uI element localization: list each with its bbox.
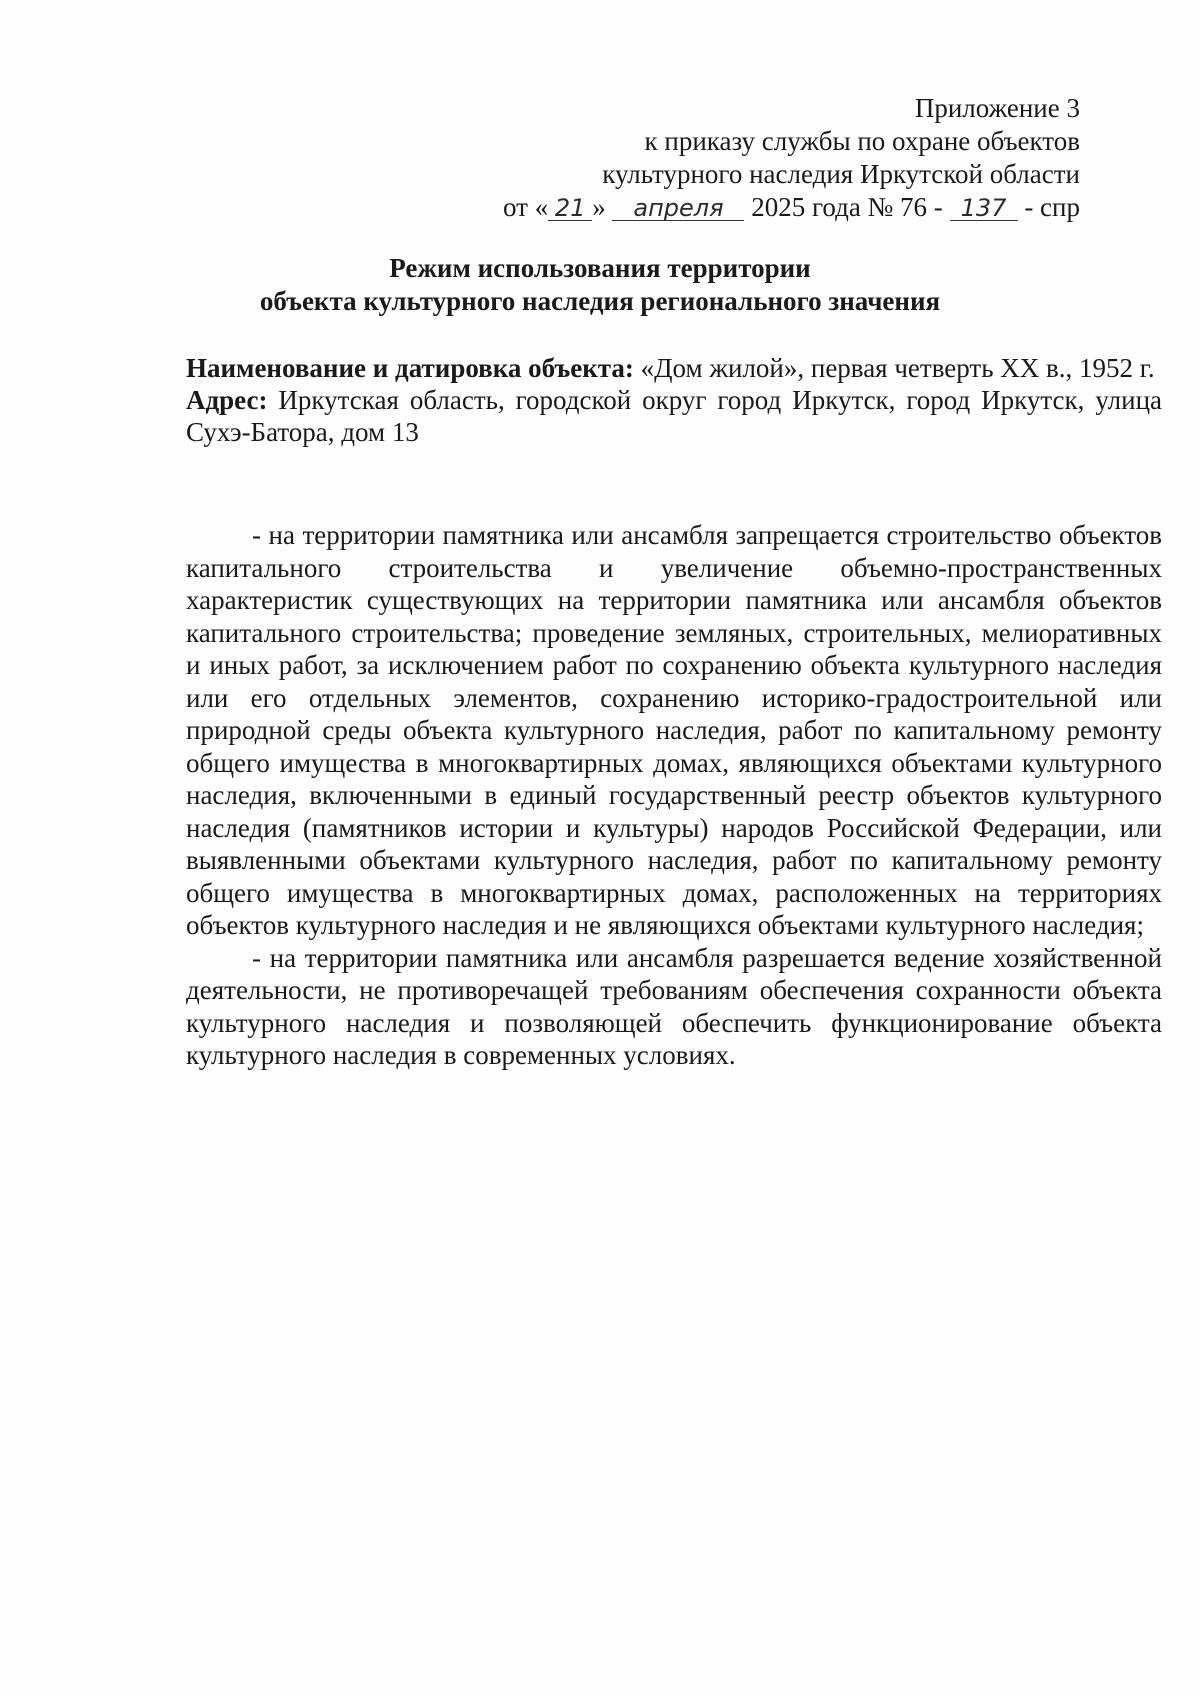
rule-permitted: - на территории памятника или ансамбля разрешается ведение хозяйственной деятельности, не противоречащей требованиям обеспечения сохранности объекта культурного наследия и позволяющей обеспечить функционирование объекта культурного наследия в современных условиях. [186, 942, 1162, 1070]
object-address-label: Адрес: [186, 385, 268, 415]
order-suffix: - спр [1024, 192, 1080, 222]
rule-prohibited: - на территории памятника или ансамбля запрещается строительство объектов капитального строительства и увеличение объемно-пространственных характеристик существующих на территории памятника или ансамбля объектов капитального строительства; проведение земляных, строительных, мелиоративных и иных работ, за исключением работ по сохранению объекта культурного наследия или его отдельных элементов, сохранению историко-градостроительной или природной среды объекта культурного наследия, работ по капитальному ремонту общего имущества в многоквартирных домах, являющихся объектами культурного наследия, включенными в единый государственный реестр объектов культурного наследия (памятников истории и культуры) народов Российской Федерации, или выявленными объектами культурного наследия, работ по капитальному ремонту общего имущества в многоквартирных домах, расположенных на территориях объектов культурного наследия и не являющихся объектами культурного наследия; [186, 520, 1162, 940]
handwritten-day: 21 [548, 196, 592, 221]
date-prefix: от « [503, 192, 549, 222]
appendix-authority: культурного наследия Иркутской области [602, 159, 1080, 189]
handwritten-month: апреля [612, 196, 744, 221]
title-line-1: Режим использования территории [389, 253, 811, 283]
appendix-date-line [503, 191, 1080, 224]
object-name-value: «Дом жилой», первая четверть XX в., 1952 г. [640, 353, 1155, 383]
usage-rules [186, 519, 1162, 1072]
appendix-order-ref: к приказу службы по охране объектов [644, 126, 1080, 156]
object-info [186, 352, 1162, 448]
handwritten-order-number: 137 [950, 196, 1018, 221]
title-line-2: объекта культурного наследия регионального значения [259, 286, 941, 316]
object-name-label: Наименование и датировка объекта: [186, 353, 634, 383]
object-address-paragraph [186, 384, 1162, 448]
date-mid: » [592, 192, 606, 222]
appendix-number: Приложение 3 [914, 93, 1080, 123]
document-title [150, 252, 1050, 318]
year-text: 2025 года № 76 - [751, 192, 943, 222]
object-name-paragraph [186, 352, 1162, 384]
appendix-header [503, 92, 1080, 224]
object-address-value: Иркутская область, городской округ город Иркутск, город Иркутск, улица Сухэ-Батора, дом 13 [186, 385, 1163, 447]
